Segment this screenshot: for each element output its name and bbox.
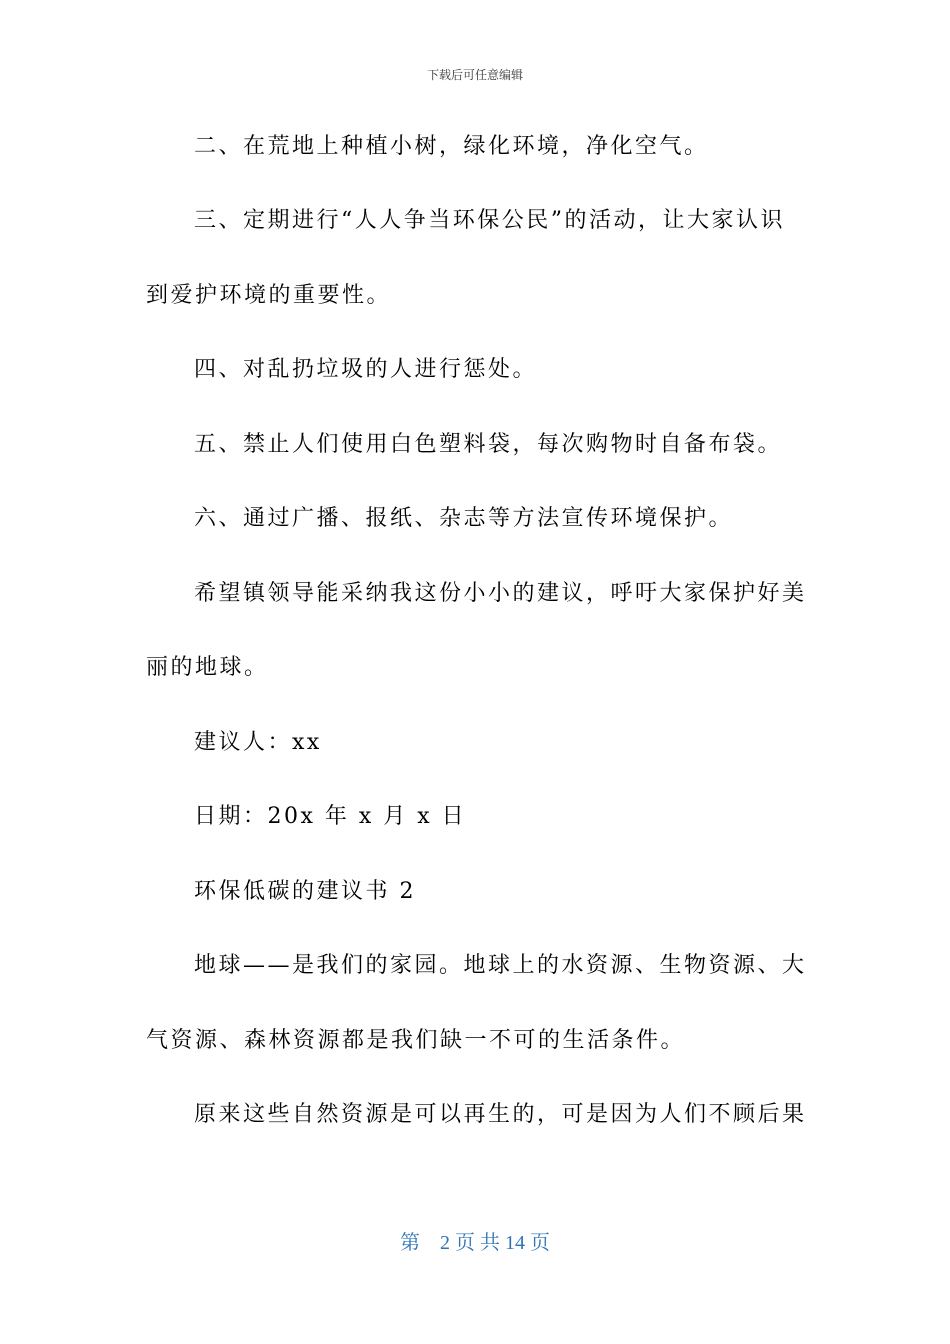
paragraph-line: 五、禁止人们使用白色塑料袋，每次购物时自备布袋。 [194,432,783,457]
paragraph-line: 六、通过广播、报纸、杂志等方法宣传环境保护。 [194,506,734,531]
page-header: 下载后可任意编辑 [426,68,523,82]
proposer-line: 建议人：xx [194,730,322,755]
paragraph-line: 气资源、森林资源都是我们缺一不可的生活条件。 [146,1028,686,1053]
paragraph-line: 希望镇领导能采纳我这份小小的建议，呼吁大家保护好美 [194,581,807,606]
paragraph-line: 丽的地球。 [146,655,269,680]
paragraph-line: 原来这些自然资源是可以再生的，可是因为人们不顾后果 [194,1102,807,1127]
paragraph-line: 二、在荒地上种植小树，绿化环境，净化空气。 [194,134,709,159]
page-footer: 第 2 页 共 14 页 [400,1232,550,1254]
paragraph-line: 三、定期进行“人人争当环保公民”的活动，让大家认识 [194,208,785,233]
section-title: 环保低碳的建议书 2 [194,879,416,904]
paragraph-line: 四、对乱扔垃圾的人进行惩处。 [194,357,538,382]
date-line: 日期：20x 年 x 月 x 日 [194,804,467,829]
paragraph-line: 到爱护环境的重要性。 [146,283,392,308]
paragraph-line: 地球——是我们的家园。地球上的水资源、生物资源、大 [194,953,807,978]
